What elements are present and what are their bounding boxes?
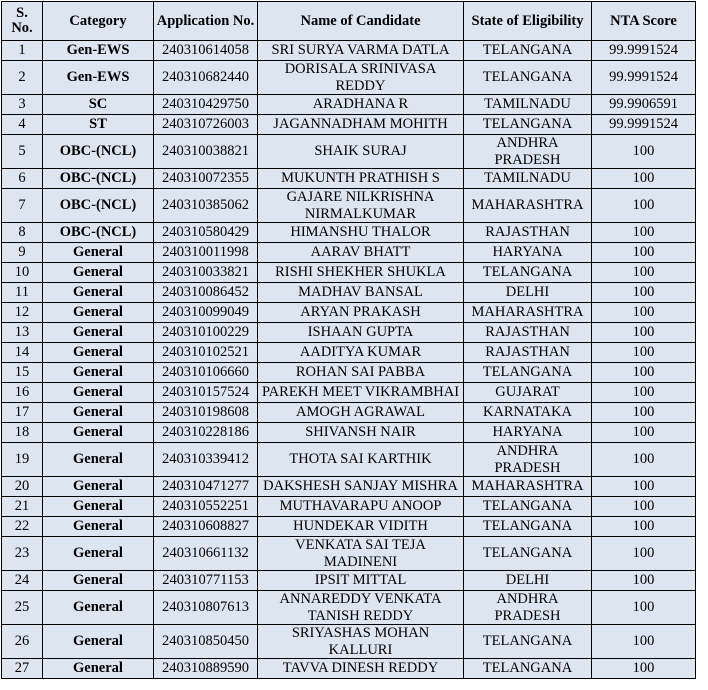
cell-candidate-name: ROHAN SAI PABBA <box>258 363 464 383</box>
cell-sno: 4 <box>2 115 43 135</box>
cell-sno: 27 <box>2 659 43 679</box>
table-row <box>2 443 696 477</box>
cell-category: OBC-(NCL) <box>43 223 154 243</box>
cell-candidate-name: JAGANNADHAM MOHITH <box>258 115 464 135</box>
table-row <box>2 363 696 383</box>
cell-sno: 13 <box>2 323 43 343</box>
cell-sno: 3 <box>2 95 43 115</box>
cell-sno: 25 <box>2 591 43 625</box>
cell-sno: 21 <box>2 497 43 517</box>
cell-candidate-name: HIMANSHU THALOR <box>258 223 464 243</box>
cell-nta-score: 100 <box>592 383 696 403</box>
cell-category: OBC-(NCL) <box>43 189 154 223</box>
cell-application-no: 240310661132 <box>154 537 258 571</box>
cell-nta-score: 100 <box>592 263 696 283</box>
header-state: State of Eligibility <box>464 2 592 41</box>
cell-candidate-name: ARYAN PRAKASH <box>258 303 464 323</box>
cell-category: General <box>43 263 154 283</box>
cell-candidate-name: VENKATA SAI TEJA MADINENI <box>258 537 464 571</box>
header-application-no: Application No. <box>154 2 258 41</box>
cell-candidate-name: AMOGH AGRAWAL <box>258 403 464 423</box>
cell-state: TELANGANA <box>464 537 592 571</box>
cell-sno: 19 <box>2 443 43 477</box>
cell-state: TELANGANA <box>464 497 592 517</box>
cell-candidate-name: SHAIK SURAJ <box>258 135 464 169</box>
cell-state: HARYANA <box>464 423 592 443</box>
table-row <box>2 115 696 135</box>
header-row <box>2 2 696 41</box>
cell-application-no: 240310339412 <box>154 443 258 477</box>
cell-sno: 26 <box>2 625 43 659</box>
cell-nta-score: 100 <box>592 571 696 591</box>
cell-application-no: 240310889590 <box>154 659 258 679</box>
cell-nta-score: 100 <box>592 443 696 477</box>
cell-nta-score: 100 <box>592 477 696 497</box>
cell-nta-score: 100 <box>592 189 696 223</box>
toppers-table <box>1 1 696 679</box>
cell-state: TELANGANA <box>464 61 592 95</box>
cell-application-no: 240310228186 <box>154 423 258 443</box>
cell-state: ANDHRA PRADESH <box>464 135 592 169</box>
header-candidate-name: Name of Candidate <box>258 2 464 41</box>
table-row <box>2 61 696 95</box>
cell-application-no: 240310099049 <box>154 303 258 323</box>
table-row <box>2 95 696 115</box>
cell-candidate-name: IPSIT MITTAL <box>258 571 464 591</box>
cell-nta-score: 100 <box>592 343 696 363</box>
cell-state: HARYANA <box>464 243 592 263</box>
cell-sno: 8 <box>2 223 43 243</box>
table-row <box>2 591 696 625</box>
cell-candidate-name: AARAV BHATT <box>258 243 464 263</box>
table-row <box>2 659 696 679</box>
cell-application-no: 240310086452 <box>154 283 258 303</box>
table-row <box>2 243 696 263</box>
cell-sno: 23 <box>2 537 43 571</box>
cell-nta-score: 99.9991524 <box>592 115 696 135</box>
cell-category: OBC-(NCL) <box>43 135 154 169</box>
header-category: Category <box>43 2 154 41</box>
cell-nta-score: 99.9906591 <box>592 95 696 115</box>
cell-application-no: 240310614058 <box>154 41 258 61</box>
cell-state: ANDHRA PRADESH <box>464 443 592 477</box>
cell-application-no: 240310072355 <box>154 169 258 189</box>
cell-candidate-name: RISHI SHEKHER SHUKLA <box>258 263 464 283</box>
cell-application-no: 240310471277 <box>154 477 258 497</box>
cell-candidate-name: DAKSHESH SANJAY MISHRA <box>258 477 464 497</box>
table-row <box>2 323 696 343</box>
cell-application-no: 240310726003 <box>154 115 258 135</box>
cell-state: MAHARASHTRA <box>464 477 592 497</box>
cell-application-no: 240310608827 <box>154 517 258 537</box>
cell-category: General <box>43 591 154 625</box>
cell-application-no: 240310429750 <box>154 95 258 115</box>
cell-state: TELANGANA <box>464 517 592 537</box>
cell-category: ST <box>43 115 154 135</box>
cell-category: General <box>43 517 154 537</box>
cell-application-no: 240310100229 <box>154 323 258 343</box>
cell-sno: 2 <box>2 61 43 95</box>
cell-state: MAHARASHTRA <box>464 189 592 223</box>
cell-state: TELANGANA <box>464 41 592 61</box>
cell-state: TELANGANA <box>464 625 592 659</box>
cell-application-no: 240310038821 <box>154 135 258 169</box>
cell-sno: 11 <box>2 283 43 303</box>
cell-state: KARNATAKA <box>464 403 592 423</box>
cell-state: TELANGANA <box>464 115 592 135</box>
cell-sno: 14 <box>2 343 43 363</box>
cell-nta-score: 99.9991524 <box>592 61 696 95</box>
cell-application-no: 240310682440 <box>154 61 258 95</box>
table-row <box>2 169 696 189</box>
cell-nta-score: 100 <box>592 659 696 679</box>
table-row <box>2 537 696 571</box>
table-body <box>2 41 696 679</box>
table-row <box>2 571 696 591</box>
cell-state: GUJARAT <box>464 383 592 403</box>
cell-sno: 5 <box>2 135 43 169</box>
cell-category: General <box>43 323 154 343</box>
cell-candidate-name: MUKUNTH PRATHISH S <box>258 169 464 189</box>
cell-category: SC <box>43 95 154 115</box>
cell-state: DELHI <box>464 283 592 303</box>
cell-nta-score: 100 <box>592 303 696 323</box>
cell-nta-score: 100 <box>592 497 696 517</box>
cell-candidate-name: ANNAREDDY VENKATA TANISH REDDY <box>258 591 464 625</box>
header-nta-score: NTA Score <box>592 2 696 41</box>
cell-category: Gen-EWS <box>43 41 154 61</box>
cell-sno: 1 <box>2 41 43 61</box>
cell-application-no: 240310552251 <box>154 497 258 517</box>
cell-category: General <box>43 403 154 423</box>
cell-candidate-name: SRIYASHAS MOHAN KALLURI <box>258 625 464 659</box>
cell-state: TELANGANA <box>464 659 592 679</box>
table-row <box>2 403 696 423</box>
cell-sno: 22 <box>2 517 43 537</box>
cell-sno: 15 <box>2 363 43 383</box>
cell-nta-score: 100 <box>592 537 696 571</box>
cell-state: TAMILNADU <box>464 169 592 189</box>
cell-candidate-name: SHIVANSH NAIR <box>258 423 464 443</box>
cell-sno: 7 <box>2 189 43 223</box>
cell-sno: 9 <box>2 243 43 263</box>
cell-state: RAJASTHAN <box>464 323 592 343</box>
cell-category: General <box>43 477 154 497</box>
cell-state: RAJASTHAN <box>464 343 592 363</box>
cell-sno: 16 <box>2 383 43 403</box>
cell-application-no: 240310807613 <box>154 591 258 625</box>
cell-category: General <box>43 243 154 263</box>
cell-category: General <box>43 343 154 363</box>
cell-category: General <box>43 659 154 679</box>
cell-candidate-name: AADITYA KUMAR <box>258 343 464 363</box>
cell-state: RAJASTHAN <box>464 223 592 243</box>
cell-category: General <box>43 283 154 303</box>
cell-category: OBC-(NCL) <box>43 169 154 189</box>
cell-nta-score: 100 <box>592 243 696 263</box>
cell-candidate-name: HUNDEKAR VIDITH <box>258 517 464 537</box>
table-row <box>2 189 696 223</box>
cell-nta-score: 100 <box>592 223 696 243</box>
cell-nta-score: 100 <box>592 403 696 423</box>
table-row <box>2 223 696 243</box>
table-row <box>2 383 696 403</box>
cell-nta-score: 99.9991524 <box>592 41 696 61</box>
cell-candidate-name: SRI SURYA VARMA DATLA <box>258 41 464 61</box>
cell-nta-score: 100 <box>592 591 696 625</box>
cell-application-no: 240310157524 <box>154 383 258 403</box>
cell-sno: 12 <box>2 303 43 323</box>
cell-category: General <box>43 625 154 659</box>
cell-candidate-name: DORISALA SRINIVASA REDDY <box>258 61 464 95</box>
cell-candidate-name: ISHAAN GUPTA <box>258 323 464 343</box>
cell-sno: 20 <box>2 477 43 497</box>
cell-state: ANDHRA PRADESH <box>464 591 592 625</box>
cell-application-no: 240310850450 <box>154 625 258 659</box>
cell-application-no: 240310771153 <box>154 571 258 591</box>
table-row <box>2 283 696 303</box>
cell-application-no: 240310385062 <box>154 189 258 223</box>
cell-nta-score: 100 <box>592 423 696 443</box>
cell-category: General <box>43 303 154 323</box>
cell-nta-score: 100 <box>592 625 696 659</box>
cell-candidate-name: GAJARE NILKRISHNA NIRMALKUMAR <box>258 189 464 223</box>
cell-nta-score: 100 <box>592 169 696 189</box>
cell-nta-score: 100 <box>592 323 696 343</box>
cell-nta-score: 100 <box>592 283 696 303</box>
cell-category: General <box>43 497 154 517</box>
cell-state: TELANGANA <box>464 363 592 383</box>
cell-sno: 24 <box>2 571 43 591</box>
table-row <box>2 497 696 517</box>
cell-application-no: 240310102521 <box>154 343 258 363</box>
cell-category: General <box>43 537 154 571</box>
table-row <box>2 41 696 61</box>
cell-state: MAHARASHTRA <box>464 303 592 323</box>
cell-application-no: 240310198608 <box>154 403 258 423</box>
cell-candidate-name: TAVVA DINESH REDDY <box>258 659 464 679</box>
cell-candidate-name: PAREKH MEET VIKRAMBHAI <box>258 383 464 403</box>
cell-sno: 17 <box>2 403 43 423</box>
cell-nta-score: 100 <box>592 135 696 169</box>
table-row <box>2 517 696 537</box>
cell-candidate-name: MADHAV BANSAL <box>258 283 464 303</box>
cell-candidate-name: ARADHANA R <box>258 95 464 115</box>
header-sno: S. No. <box>2 2 43 41</box>
cell-application-no: 240310106660 <box>154 363 258 383</box>
cell-state: DELHI <box>464 571 592 591</box>
cell-category: General <box>43 443 154 477</box>
table-row <box>2 263 696 283</box>
table-row <box>2 625 696 659</box>
table-row <box>2 135 696 169</box>
table-row <box>2 423 696 443</box>
cell-application-no: 240310033821 <box>154 263 258 283</box>
cell-sno: 18 <box>2 423 43 443</box>
table-row <box>2 343 696 363</box>
table-row <box>2 477 696 497</box>
cell-category: Gen-EWS <box>43 61 154 95</box>
cell-nta-score: 100 <box>592 363 696 383</box>
cell-candidate-name: MUTHAVARAPU ANOOP <box>258 497 464 517</box>
cell-application-no: 240310011998 <box>154 243 258 263</box>
cell-category: General <box>43 571 154 591</box>
cell-category: General <box>43 423 154 443</box>
cell-sno: 6 <box>2 169 43 189</box>
cell-sno: 10 <box>2 263 43 283</box>
cell-category: General <box>43 363 154 383</box>
table-row <box>2 303 696 323</box>
cell-candidate-name: THOTA SAI KARTHIK <box>258 443 464 477</box>
cell-state: TAMILNADU <box>464 95 592 115</box>
cell-nta-score: 100 <box>592 517 696 537</box>
cell-application-no: 240310580429 <box>154 223 258 243</box>
cell-state: TELANGANA <box>464 263 592 283</box>
cell-category: General <box>43 383 154 403</box>
